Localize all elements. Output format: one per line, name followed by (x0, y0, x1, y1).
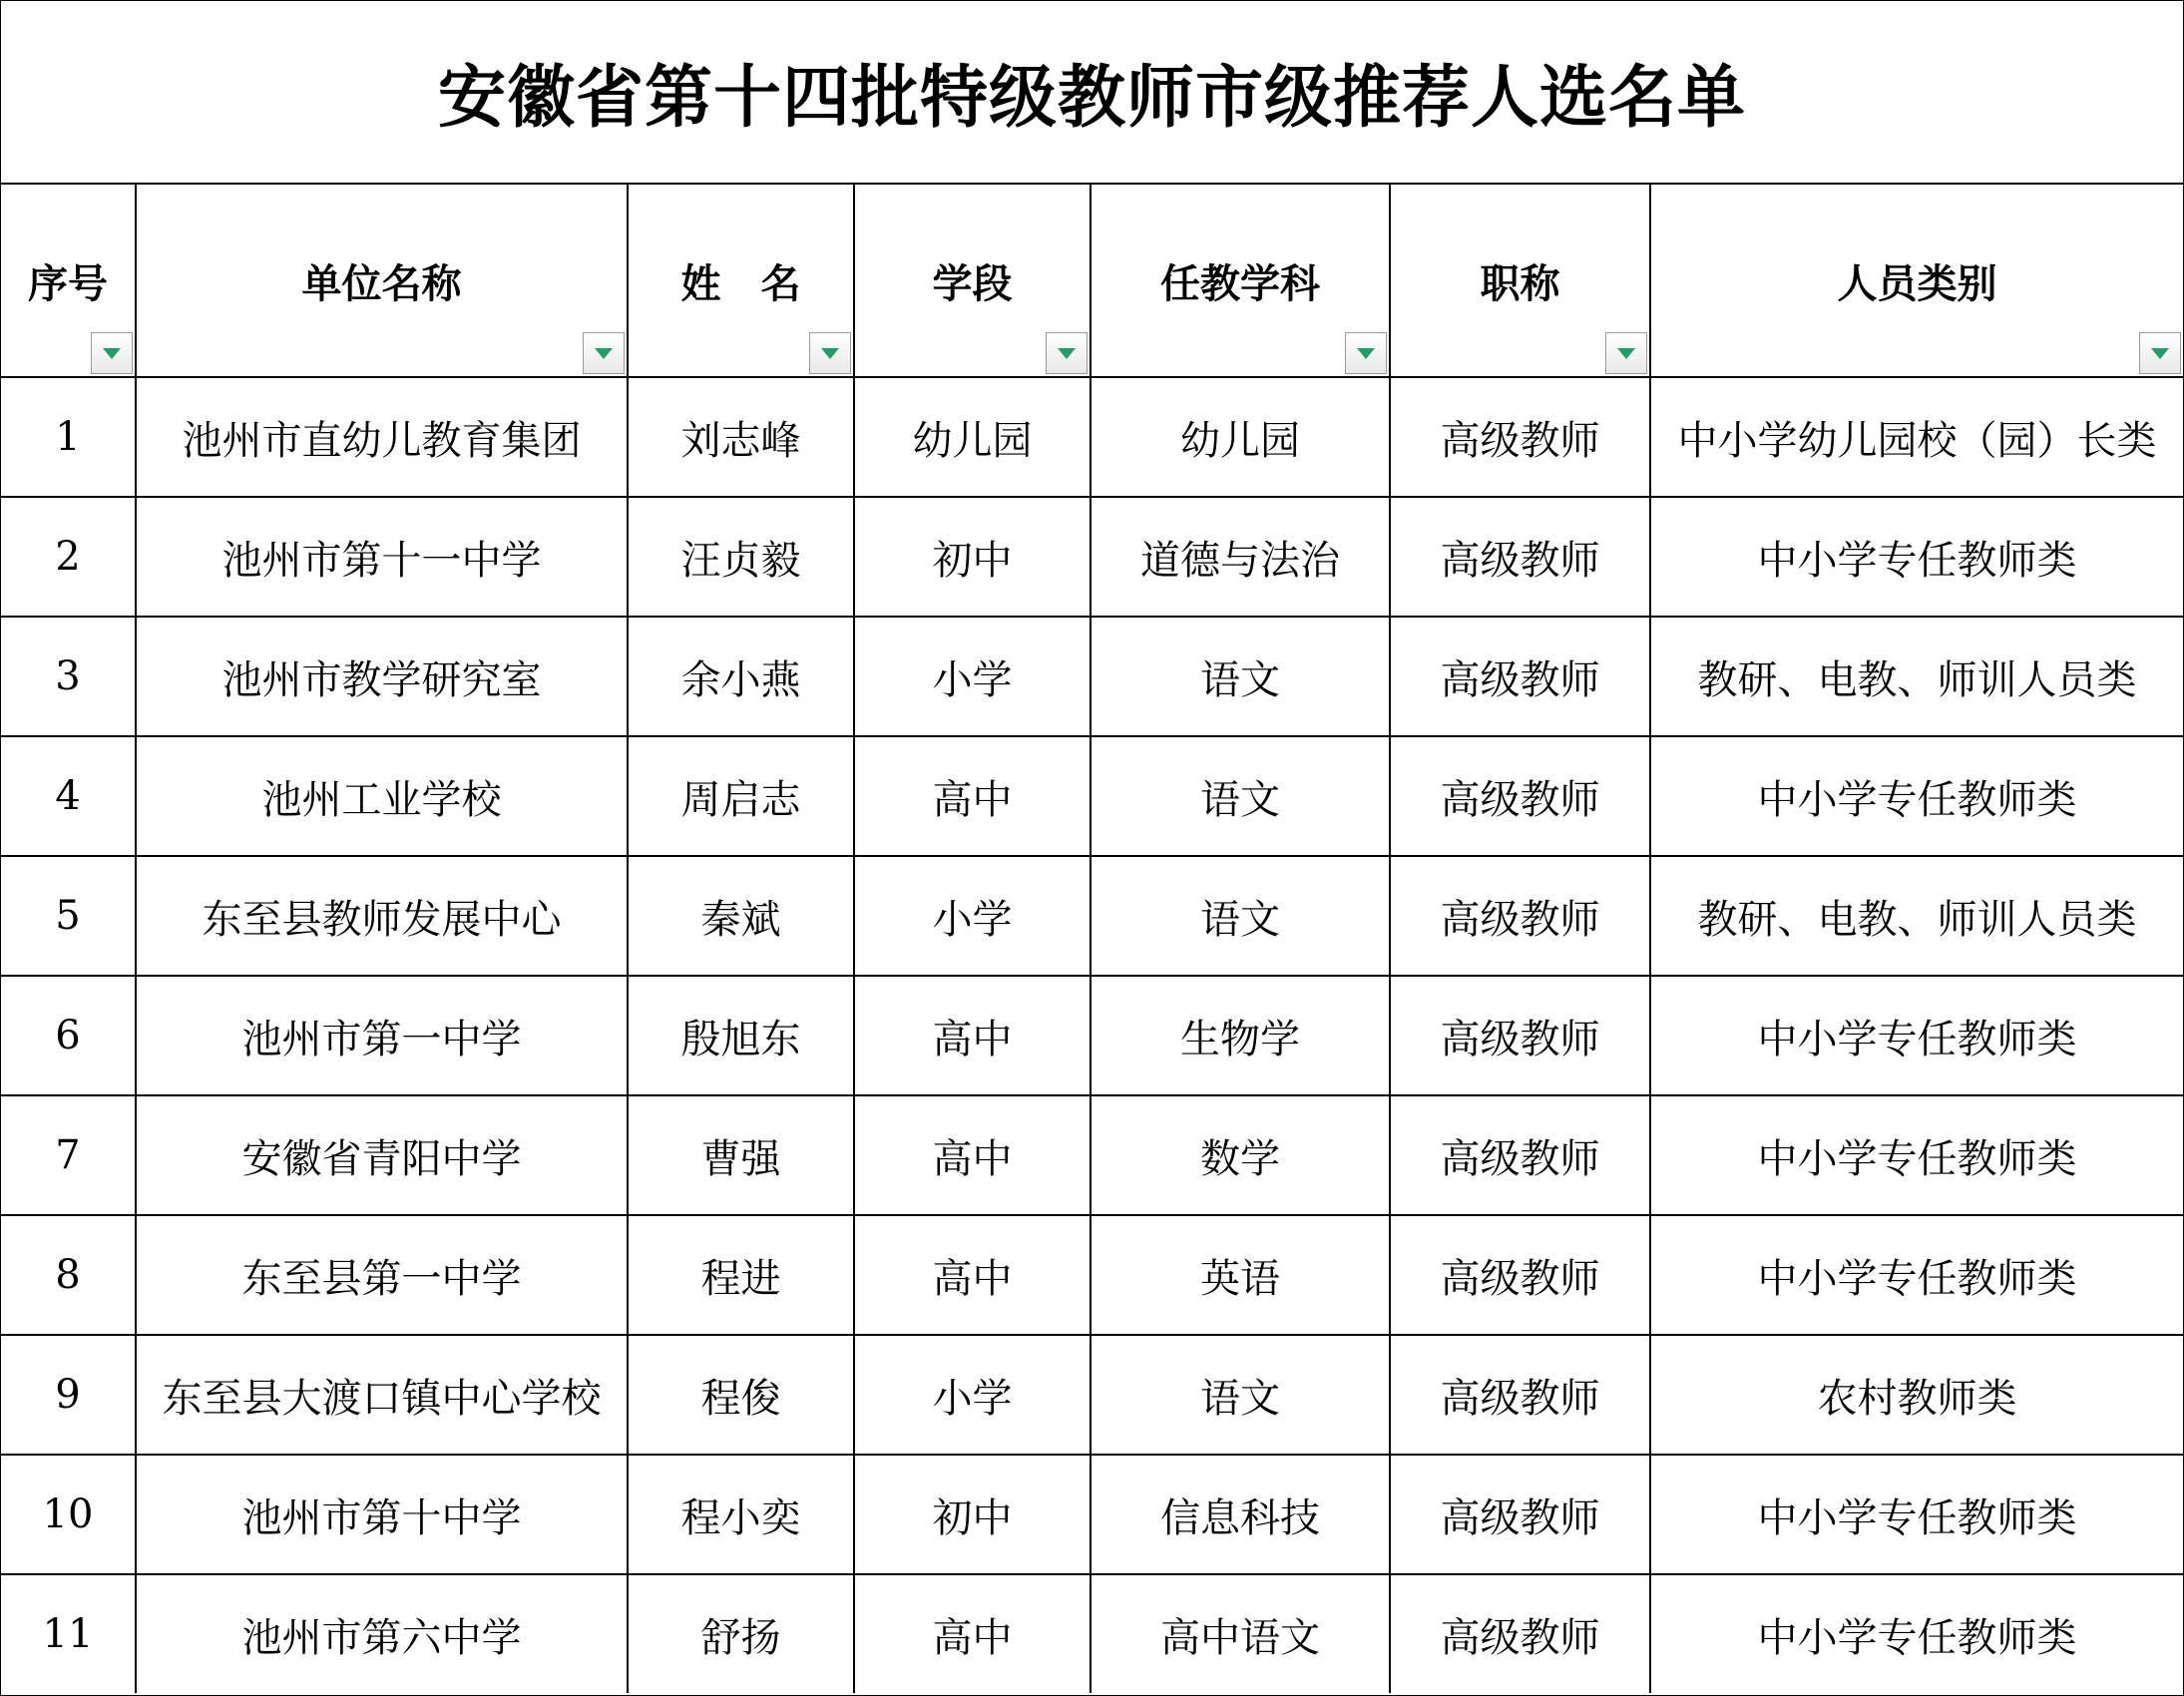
table-header (1, 185, 2183, 377)
table-row (1, 497, 2183, 617)
filter-dropdown-button[interactable] (1605, 332, 1647, 374)
cell-subject[interactable]: 生物学 (1091, 976, 1390, 1095)
filter-dropdown-icon (821, 348, 839, 359)
cell-no[interactable]: 1 (1, 377, 136, 497)
cell-stage[interactable]: 小学 (854, 856, 1091, 976)
cell-no[interactable]: 9 (1, 1335, 136, 1455)
cell-unit[interactable]: 池州市直幼儿教育集团 (136, 377, 628, 497)
filter-dropdown-icon (595, 348, 613, 359)
filter-dropdown-icon (2151, 348, 2169, 359)
cell-subject[interactable]: 幼儿园 (1091, 377, 1390, 497)
cell-stage[interactable]: 高中 (854, 1574, 1091, 1693)
cell-name[interactable]: 余小燕 (628, 617, 854, 736)
cell-name[interactable]: 程小奕 (628, 1455, 854, 1574)
filter-dropdown-button[interactable] (1046, 332, 1088, 374)
column-header-label: 序号 (28, 260, 108, 307)
filter-dropdown-icon (1357, 348, 1375, 359)
table-row (1, 377, 2183, 497)
filter-dropdown-button[interactable] (91, 332, 133, 374)
cell-name[interactable]: 曹强 (628, 1095, 854, 1215)
column-header-subject (1091, 185, 1390, 377)
table-row (1, 1455, 2183, 1574)
column-header-label: 单位名称 (301, 260, 462, 307)
cell-unit[interactable]: 池州工业学校 (136, 736, 628, 856)
cell-unit[interactable]: 东至县第一中学 (136, 1215, 628, 1335)
cell-stage[interactable]: 小学 (854, 617, 1091, 736)
cell-name[interactable]: 殷旭东 (628, 976, 854, 1095)
cell-category[interactable]: 中小学专任教师类 (1650, 1574, 2183, 1693)
cell-subject[interactable]: 数学 (1091, 1095, 1390, 1215)
cell-category[interactable]: 教研、电教、师训人员类 (1650, 856, 2183, 976)
table-row (1, 736, 2183, 856)
cell-category[interactable]: 中小学专任教师类 (1650, 1095, 2183, 1215)
document-title: 安徽省第十四批特级教师市级推荐人选名单 (437, 58, 1746, 138)
cell-no[interactable]: 11 (1, 1574, 136, 1693)
cell-category[interactable]: 中小学专任教师类 (1650, 1455, 2183, 1574)
cell-subject[interactable]: 语文 (1091, 617, 1390, 736)
cell-no[interactable]: 4 (1, 736, 136, 856)
cell-category[interactable]: 中小学专任教师类 (1650, 1215, 2183, 1335)
cell-category[interactable]: 中小学幼儿园校（园）长类 (1650, 377, 2183, 497)
cell-name[interactable]: 周启志 (628, 736, 854, 856)
title-row (1, 1, 2183, 185)
cell-name[interactable]: 程俊 (628, 1335, 854, 1455)
cell-stage[interactable]: 高中 (854, 976, 1091, 1095)
header-row (1, 185, 2183, 377)
cell-category[interactable]: 农村教师类 (1650, 1335, 2183, 1455)
table-row (1, 1574, 2183, 1693)
filter-dropdown-button[interactable] (809, 332, 851, 374)
cell-subject[interactable]: 英语 (1091, 1215, 1390, 1335)
teacher-table (1, 185, 2183, 1693)
cell-unit[interactable]: 池州市第六中学 (136, 1574, 628, 1693)
cell-name[interactable]: 程进 (628, 1215, 854, 1335)
table-row (1, 1215, 2183, 1335)
cell-rank[interactable]: 高级教师 (1390, 856, 1650, 976)
column-header-label: 人员类别 (1837, 260, 1997, 307)
cell-subject[interactable]: 语文 (1091, 856, 1390, 976)
cell-no[interactable]: 3 (1, 617, 136, 736)
column-header-unit (136, 185, 628, 377)
cell-stage[interactable]: 高中 (854, 736, 1091, 856)
column-header-label: 任教学科 (1160, 260, 1320, 307)
cell-unit[interactable]: 安徽省青阳中学 (136, 1095, 628, 1215)
cell-rank[interactable]: 高级教师 (1390, 1215, 1650, 1335)
cell-stage[interactable]: 高中 (854, 1095, 1091, 1215)
cell-no[interactable]: 2 (1, 497, 136, 617)
cell-no[interactable]: 5 (1, 856, 136, 976)
cell-name[interactable]: 秦斌 (628, 856, 854, 976)
cell-rank[interactable]: 高级教师 (1390, 497, 1650, 617)
cell-subject[interactable]: 高中语文 (1091, 1574, 1390, 1693)
cell-subject[interactable]: 语文 (1091, 1335, 1390, 1455)
cell-no[interactable]: 7 (1, 1095, 136, 1215)
cell-name[interactable]: 汪贞毅 (628, 497, 854, 617)
table-row (1, 856, 2183, 976)
cell-stage[interactable]: 初中 (854, 497, 1091, 617)
cell-rank[interactable]: 高级教师 (1390, 1095, 1650, 1215)
cell-stage[interactable]: 高中 (854, 1215, 1091, 1335)
cell-name[interactable]: 舒扬 (628, 1574, 854, 1693)
column-header-category (1650, 185, 2183, 377)
table-row (1, 1095, 2183, 1215)
column-header-label: 职称 (1480, 260, 1560, 307)
cell-unit[interactable]: 池州市教学研究室 (136, 617, 628, 736)
cell-stage[interactable]: 初中 (854, 1455, 1091, 1574)
cell-unit[interactable]: 东至县大渡口镇中心学校 (136, 1335, 628, 1455)
cell-unit[interactable]: 池州市第一中学 (136, 976, 628, 1095)
cell-category[interactable]: 中小学专任教师类 (1650, 736, 2183, 856)
filter-dropdown-icon (1058, 348, 1076, 359)
cell-category[interactable]: 教研、电教、师训人员类 (1650, 617, 2183, 736)
cell-category[interactable]: 中小学专任教师类 (1650, 497, 2183, 617)
cell-unit[interactable]: 东至县教师发展中心 (136, 856, 628, 976)
filter-dropdown-button[interactable] (2139, 332, 2181, 374)
column-header-stage (854, 185, 1091, 377)
cell-rank[interactable]: 高级教师 (1390, 976, 1650, 1095)
cell-rank[interactable]: 高级教师 (1390, 1574, 1650, 1693)
table-row (1, 617, 2183, 736)
filter-dropdown-button[interactable] (583, 332, 625, 374)
cell-name[interactable]: 刘志峰 (628, 377, 854, 497)
cell-subject[interactable]: 道德与法治 (1091, 497, 1390, 617)
cell-rank[interactable]: 高级教师 (1390, 1455, 1650, 1574)
cell-rank[interactable]: 高级教师 (1390, 377, 1650, 497)
table-row (1, 976, 2183, 1095)
table-body (1, 377, 2183, 1693)
cell-subject[interactable]: 语文 (1091, 736, 1390, 856)
cell-unit[interactable]: 池州市第十一中学 (136, 497, 628, 617)
cell-stage[interactable]: 幼儿园 (854, 377, 1091, 497)
cell-category[interactable]: 中小学专任教师类 (1650, 976, 2183, 1095)
cell-no[interactable]: 8 (1, 1215, 136, 1335)
cell-unit[interactable]: 池州市第十中学 (136, 1455, 628, 1574)
column-header-no (1, 185, 136, 377)
cell-subject[interactable]: 信息科技 (1091, 1455, 1390, 1574)
table-row (1, 1335, 2183, 1455)
cell-rank[interactable]: 高级教师 (1390, 736, 1650, 856)
cell-rank[interactable]: 高级教师 (1390, 1335, 1650, 1455)
column-header-label: 学段 (932, 260, 1013, 307)
column-header-rank (1390, 185, 1650, 377)
column-header-label: 姓 名 (680, 260, 801, 307)
cell-no[interactable]: 10 (1, 1455, 136, 1574)
filter-dropdown-icon (1617, 348, 1635, 359)
cell-rank[interactable]: 高级教师 (1390, 617, 1650, 736)
cell-no[interactable]: 6 (1, 976, 136, 1095)
filter-dropdown-button[interactable] (1345, 332, 1387, 374)
column-header-name (628, 185, 854, 377)
cell-stage[interactable]: 小学 (854, 1335, 1091, 1455)
filter-dropdown-icon (103, 348, 121, 359)
